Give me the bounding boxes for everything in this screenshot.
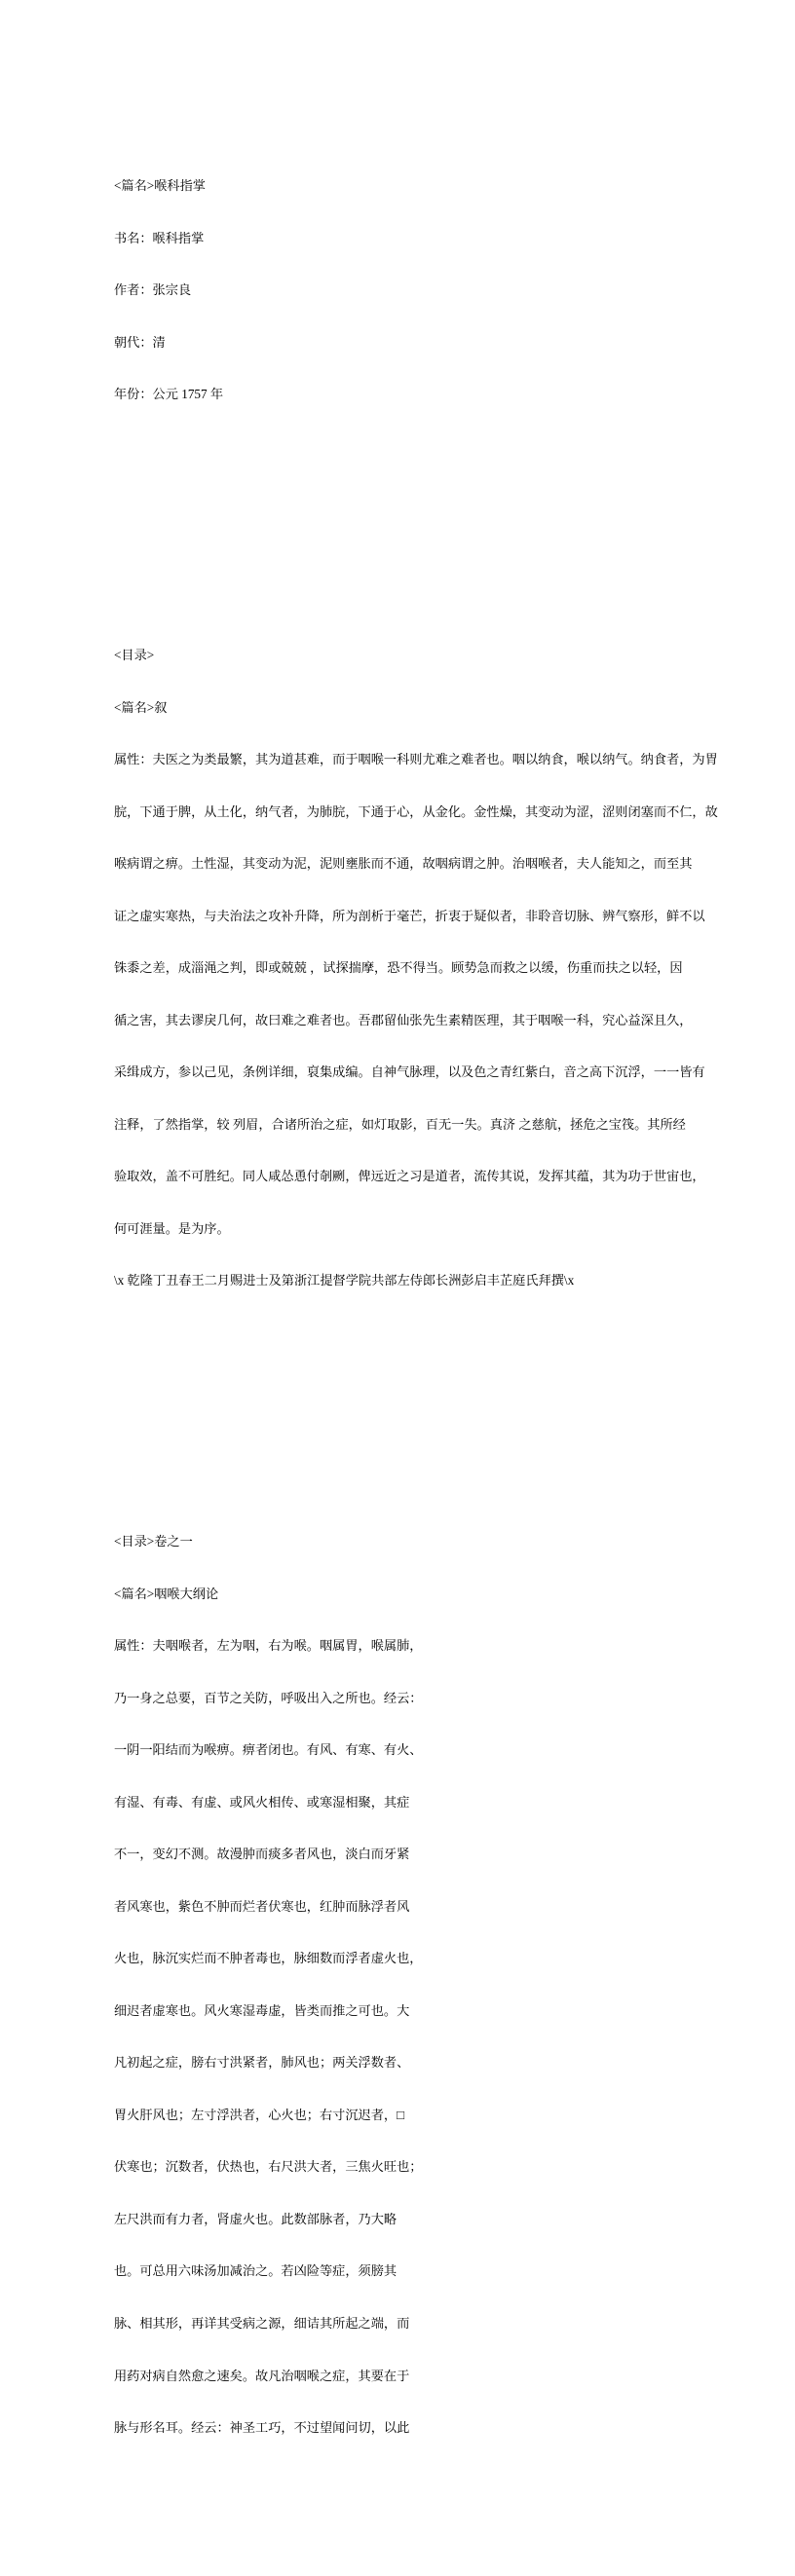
volume-one-line: 一阴一阳结而为喉痹。痹者闭也。有风、有寒、有火、 [114, 1742, 423, 1758]
volume-one-line: 用药对病自然愈之速矣。故凡治咽喉之症，其要在于 [114, 2368, 410, 2383]
volume-one-line: 左尺洪而有力者，肾虚火也。此数部脉者，乃大略 [114, 2211, 398, 2226]
volume-one-line: 凡初起之症，膀右寸洪紧者，肺风也；两关浮数者、 [114, 2055, 410, 2071]
spacer [114, 1429, 718, 1446]
volume-one-line: 乃一身之总要，百节之关防，呼吸出入之所也。经云： [114, 1690, 423, 1705]
header-book-title: 书名：喉科指掌 [114, 230, 205, 245]
preface-toc-tag: <目录> [114, 648, 155, 662]
volume-one-line: 属性：夫咽喉者，左为咽，右为喉。咽属胃，喉属肺， [114, 1638, 423, 1654]
volume-one-line: 有湿、有毒、有虚、或风火相传、或寒湿相聚，其症 [114, 1794, 410, 1810]
preface-line: 何可涯量。是为序。 [114, 1220, 230, 1236]
volume-one-line: 细迟者虚寒也。风火寒湿毒虚，皆类而推之可也。大 [114, 2002, 410, 2018]
volume-one-block [114, 1498, 718, 2523]
volume-one-line [114, 2472, 718, 2489]
preface-line: 铢黍之差，成淄渑之判，即或兢兢 ，试探揣摩，恐不得当。顾势急而救之以缓，伤重而扶之以轻，因 [114, 960, 683, 976]
header-dynasty: 朝代：清 [114, 334, 166, 350]
preface-line: 验取效，盖不可胜纪。同人咸怂恿付剞劂，俾远近之习是道者，流传其说，发挥其蕴，其为功于世宙也， [114, 1169, 705, 1184]
header-year: 年份：公元 1757 年 [114, 387, 224, 402]
spacer [114, 542, 718, 560]
header-chapter-tag: <篇名>喉科指掌 [114, 178, 206, 194]
volume-one-toc-tag: <目录>卷之一 [114, 1534, 193, 1549]
header-author: 作者：张宗良 [114, 282, 192, 298]
preface-line: 属性：夫医之为类最繁，其为道甚难，而于咽喉一科则尤难之难者也。咽以纳食，喉以纳气。纳食者，为胃 [114, 752, 718, 767]
preface-line: 喉病谓之痹。土性湿，其变动为泥，泥则壅胀而不通，故咽病谓之肿。治咽喉者，夫人能知之，而至其 [114, 856, 693, 872]
header-block [114, 143, 718, 438]
volume-one-line: 胃火肝风也；左寸浮洪者，心火也；右寸沉迟者，□ [114, 2107, 405, 2122]
preface-chapter-tag: <篇名>叙 [114, 699, 168, 715]
spacer [114, 1376, 718, 1394]
volume-one-line: 不一，变幻不测。故漫肿而痰多者风也，淡白而牙紧 [114, 1847, 410, 1862]
volume-one-line: 者风寒也，紫色不肿而烂者伏寒也，红肿而脉浮者风 [114, 1898, 410, 1914]
preface-line: 脘，下通于脾，从土化，纳气者，为肺脘，下通于心，从金化。金性燥，其变动为涩，涩则闭塞而不仁，故 [114, 803, 718, 819]
preface-line: 循之害，其去谬戾几何，故曰难之难者也。吾郡留仙张先生素精医理，其于咽喉一科，究心益深且久， [114, 1012, 693, 1027]
volume-one-line: 脉与形名耳。经云：神圣工巧，不过望闻问切，以此 [114, 2420, 410, 2436]
volume-one-line: 也。可总用六味汤加减治之。若凶险等症，须膀其 [114, 2263, 398, 2279]
document-text-body [114, 91, 718, 2576]
volume-one-line: 伏寒也；沉数者，伏热也，右尺洪大者，三焦火旺也； [114, 2159, 423, 2175]
spacer [114, 490, 718, 507]
preface-block [114, 612, 718, 1325]
volume-one-line: 火也，脉沉实烂而不肿者毒也，脉细数而浮者虚火也， [114, 1951, 423, 1966]
preface-signature-line: \x 乾隆丁丑春王二月赐进士及第浙江提督学院共部左侍郎长洲彭启丰芷庭氏拜撰\x [114, 1273, 575, 1288]
volume-one-line: 脉、相其形，再详其受病之源，细诘其所起之端，而 [114, 2316, 410, 2331]
volume-one-chapter-tag: <篇名>咽喉大纲论 [114, 1586, 219, 1601]
preface-line: 采缉成方，参以己见，条例详细，裒集成编。自神气脉理，以及色之青红紫白，音之高下沉浮，一一皆有 [114, 1064, 705, 1080]
preface-line: 证之虚实寒热，与夫治法之攻补升降，所为剖析于毫芒，折衷于疑似者，非聆音切脉、辨气察形，鲜不以 [114, 908, 705, 923]
preface-line: 注释，了然指掌，较 列眉，合诸所治之症，如灯取影，百无一失。真济 之慈航，拯危之宝筏。其所经 [114, 1116, 686, 1132]
